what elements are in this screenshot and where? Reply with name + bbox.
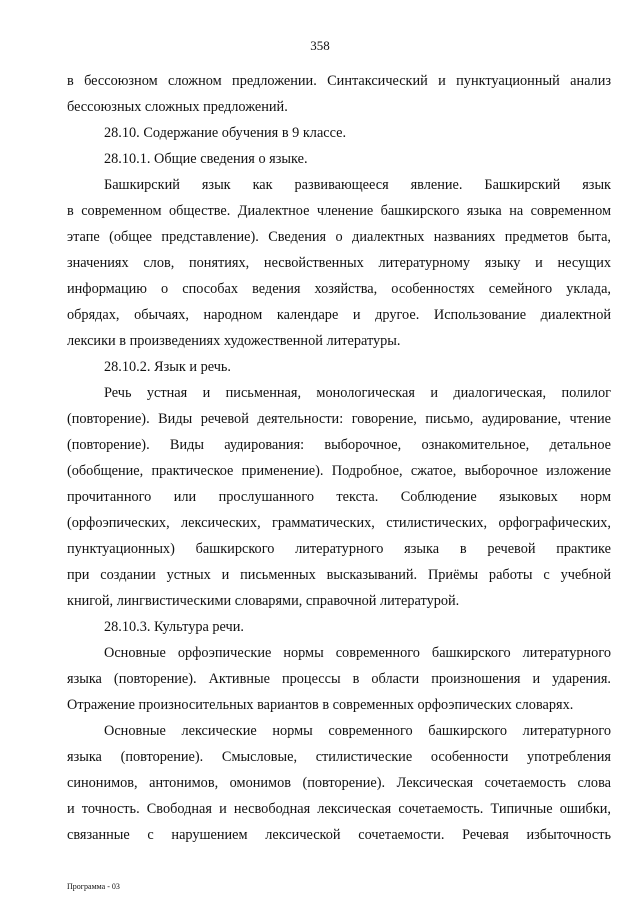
text-line: обрядах, обычаях, народном календаре и другое. Использование диалектной bbox=[67, 307, 611, 323]
text-line: Речь устная и письменная, монологическая и диалогическая, полилог bbox=[104, 385, 611, 401]
text-line: Основные лексические нормы современного башкирского литературного bbox=[104, 723, 611, 739]
page-footer: Программа - 03 bbox=[67, 882, 120, 891]
text-line: (обобщение, практическое применение). Подробное, сжатое, выборочное изложение bbox=[67, 463, 611, 479]
text-line: языка (повторение). Активные процессы в области произношения и ударения. bbox=[67, 671, 611, 687]
text-line: при создании устных и письменных высказываний. Приёмы работы с учебной bbox=[67, 567, 611, 583]
text-line: значениях слов, понятиях, несвойственных литературному языку и несущих bbox=[67, 255, 611, 271]
subsection-heading: 28.10.2. Язык и речь. bbox=[104, 359, 231, 375]
text-line: Башкирский язык как развивающееся явление. Башкирский язык bbox=[104, 177, 611, 193]
page-number: 358 bbox=[310, 38, 330, 53]
text-line: (орфоэпических, лексических, грамматических, стилистических, орфографических, bbox=[67, 515, 611, 531]
text-line: языка (повторение). Смысловые, стилистические особенности употребления bbox=[67, 749, 611, 765]
text-line: этапе (общее представление). Сведения о диалектных названиях предметов быта, bbox=[67, 229, 611, 245]
text-line: и точность. Свободная и несвободная лексическая сочетаемость. Типичные ошибки, bbox=[67, 801, 611, 817]
text-line: пунктуационных) башкирского литературного языка в речевой практике bbox=[67, 541, 611, 557]
text-line: лексики в произведениях художественной литературы. bbox=[67, 333, 401, 349]
text-line: бессоюзных сложных предложений. bbox=[67, 99, 288, 115]
text-line: книгой, лингвистическими словарями, справочной литературой. bbox=[67, 593, 460, 609]
text-line: в современном обществе. Диалектное членение башкирского языка на современном bbox=[67, 203, 611, 219]
text-line: Отражение произносительных вариантов в современных орфоэпических словарях. bbox=[67, 697, 574, 713]
text-line: Основные орфоэпические нормы современного башкирского литературного bbox=[104, 645, 611, 661]
text-line: прочитанного или прослушанного текста. Соблюдение языковых норм bbox=[67, 489, 611, 505]
text-line: связанные с нарушением лексической сочетаемости. Речевая избыточность bbox=[67, 827, 611, 843]
subsection-heading: 28.10.1. Общие сведения о языке. bbox=[104, 151, 308, 167]
text-line: (повторение). Виды аудирования: выборочное, ознакомительное, детальное bbox=[67, 437, 611, 453]
text-line: в бессоюзном сложном предложении. Синтаксический и пунктуационный анализ bbox=[67, 73, 611, 89]
text-line: информацию о способах ведения хозяйства, особенностях семейного уклада, bbox=[67, 281, 611, 297]
section-heading: 28.10. Содержание обучения в 9 классе. bbox=[104, 125, 347, 141]
text-line: синонимов, антонимов, омонимов (повторение). Лексическая сочетаемость слова bbox=[67, 775, 611, 791]
text-line: (повторение). Виды речевой деятельности: говорение, письмо, аудирование, чтение bbox=[67, 411, 611, 427]
subsection-heading: 28.10.3. Культура речи. bbox=[104, 619, 244, 635]
